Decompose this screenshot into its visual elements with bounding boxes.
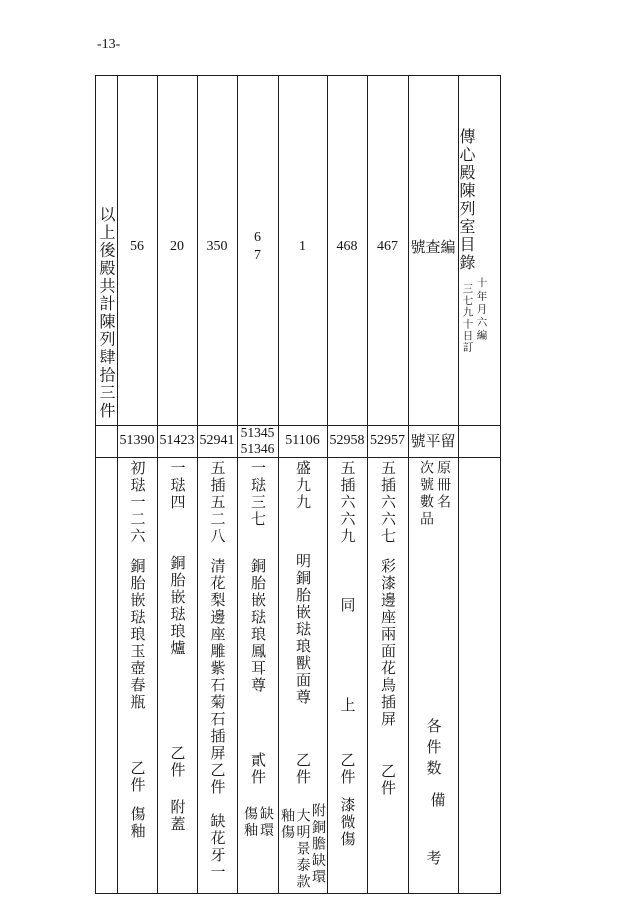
item-count: 乙件 <box>168 745 187 779</box>
row-divider-rule <box>95 457 501 458</box>
column-rule <box>278 75 279 894</box>
item-name: 彩漆邊座兩面花鳥插屏 <box>379 558 397 728</box>
summary-note: 以上後殿共計陳列肆拾三件 <box>97 206 116 420</box>
column-rule <box>237 75 238 894</box>
item-remark: 釉傷 <box>279 808 295 841</box>
item-count: 貳件 <box>249 752 267 786</box>
item-header-left: 次號數品 <box>418 460 434 528</box>
storage-number: 51345 <box>240 425 275 440</box>
item-name: 銅胎嵌琺琅玉壺春瓶 <box>128 558 147 711</box>
column-rule <box>117 75 118 894</box>
catalog-number: 468 <box>336 239 358 254</box>
item-remark: 大明景泰款 <box>294 808 311 891</box>
item-name: 銅胎嵌琺琅爐 <box>168 555 187 657</box>
item-count: 乙件 <box>294 752 312 786</box>
remarks-header-top: 備 <box>428 792 447 809</box>
item-name: 銅胎嵌琺琅鳳耳尊 <box>249 558 267 694</box>
storage-number-second: 51346 <box>240 441 275 456</box>
item-name: 同 <box>338 597 357 614</box>
column-rule <box>197 75 198 894</box>
catalog-number: 6 <box>254 230 261 245</box>
register-number: 五插六六七 <box>379 460 397 545</box>
item-count: 乙件 <box>379 763 397 797</box>
register-number: 五插五二八 <box>208 460 227 545</box>
catalog-number: 1 <box>299 239 306 254</box>
title-date-note-left: 三七九十日訂 <box>461 283 474 354</box>
register-number: 盛九九 <box>294 460 312 511</box>
item-remark: 附銅膽缺環 <box>310 803 326 886</box>
item-name-continued: 上 <box>338 697 357 714</box>
catalog-number: 20 <box>170 239 184 254</box>
catalog-number: 56 <box>130 239 144 254</box>
storage-number: 52941 <box>199 433 235 448</box>
column-rule <box>367 75 368 894</box>
row-divider-rule <box>95 425 501 426</box>
column-rule <box>500 75 501 894</box>
item-name: 清花梨邊座雕紫石菊石插屏 <box>208 558 227 762</box>
table-bottom-rule <box>95 893 501 894</box>
storage-number: 52957 <box>370 433 405 448</box>
item-remark: 缺環 <box>258 806 274 839</box>
column-rule <box>327 75 328 894</box>
column-rule <box>157 75 158 894</box>
item-count: 乙件 <box>338 752 357 786</box>
item-name: 明銅胎嵌琺琅獸面尊 <box>294 553 312 706</box>
storage-number: 51423 <box>159 433 195 448</box>
item-count: 乙件 <box>208 762 227 796</box>
catalog-number-second: 7 <box>254 248 261 263</box>
column-rule <box>408 75 409 894</box>
item-header-right: 原冊名 <box>435 460 451 511</box>
storage-number-header: 號平留 <box>410 432 456 450</box>
catalog-number: 467 <box>377 239 398 254</box>
page-number: -13- <box>97 37 121 52</box>
register-number: 初琺一二六 <box>128 460 147 545</box>
register-number: 一琺三七 <box>249 460 267 528</box>
item-remark: 缺花牙一 <box>208 813 227 881</box>
catalog-number-header: 號查編 <box>410 238 456 256</box>
title-date-note-right: 十年月六編 <box>475 277 488 343</box>
catalog-title: 傳心殿陳列室目錄 <box>457 128 476 272</box>
item-remark: 傷釉 <box>128 806 147 840</box>
remarks-header-bottom: 考 <box>424 850 443 867</box>
storage-number: 51390 <box>119 433 155 448</box>
table-top-rule <box>95 75 501 76</box>
register-number: 一琺四 <box>168 460 187 511</box>
storage-number: 51106 <box>285 433 320 448</box>
column-rule <box>95 75 96 894</box>
item-count: 乙件 <box>128 760 147 794</box>
item-remark: 漆微傷 <box>338 797 357 848</box>
item-remark: 附蓋 <box>168 799 187 833</box>
storage-number: 52958 <box>329 433 365 448</box>
register-number: 五插六六九 <box>338 460 357 545</box>
item-remark: 傷釉 <box>242 806 258 839</box>
catalog-number: 350 <box>206 239 228 254</box>
count-header: 各件数 <box>424 718 443 781</box>
